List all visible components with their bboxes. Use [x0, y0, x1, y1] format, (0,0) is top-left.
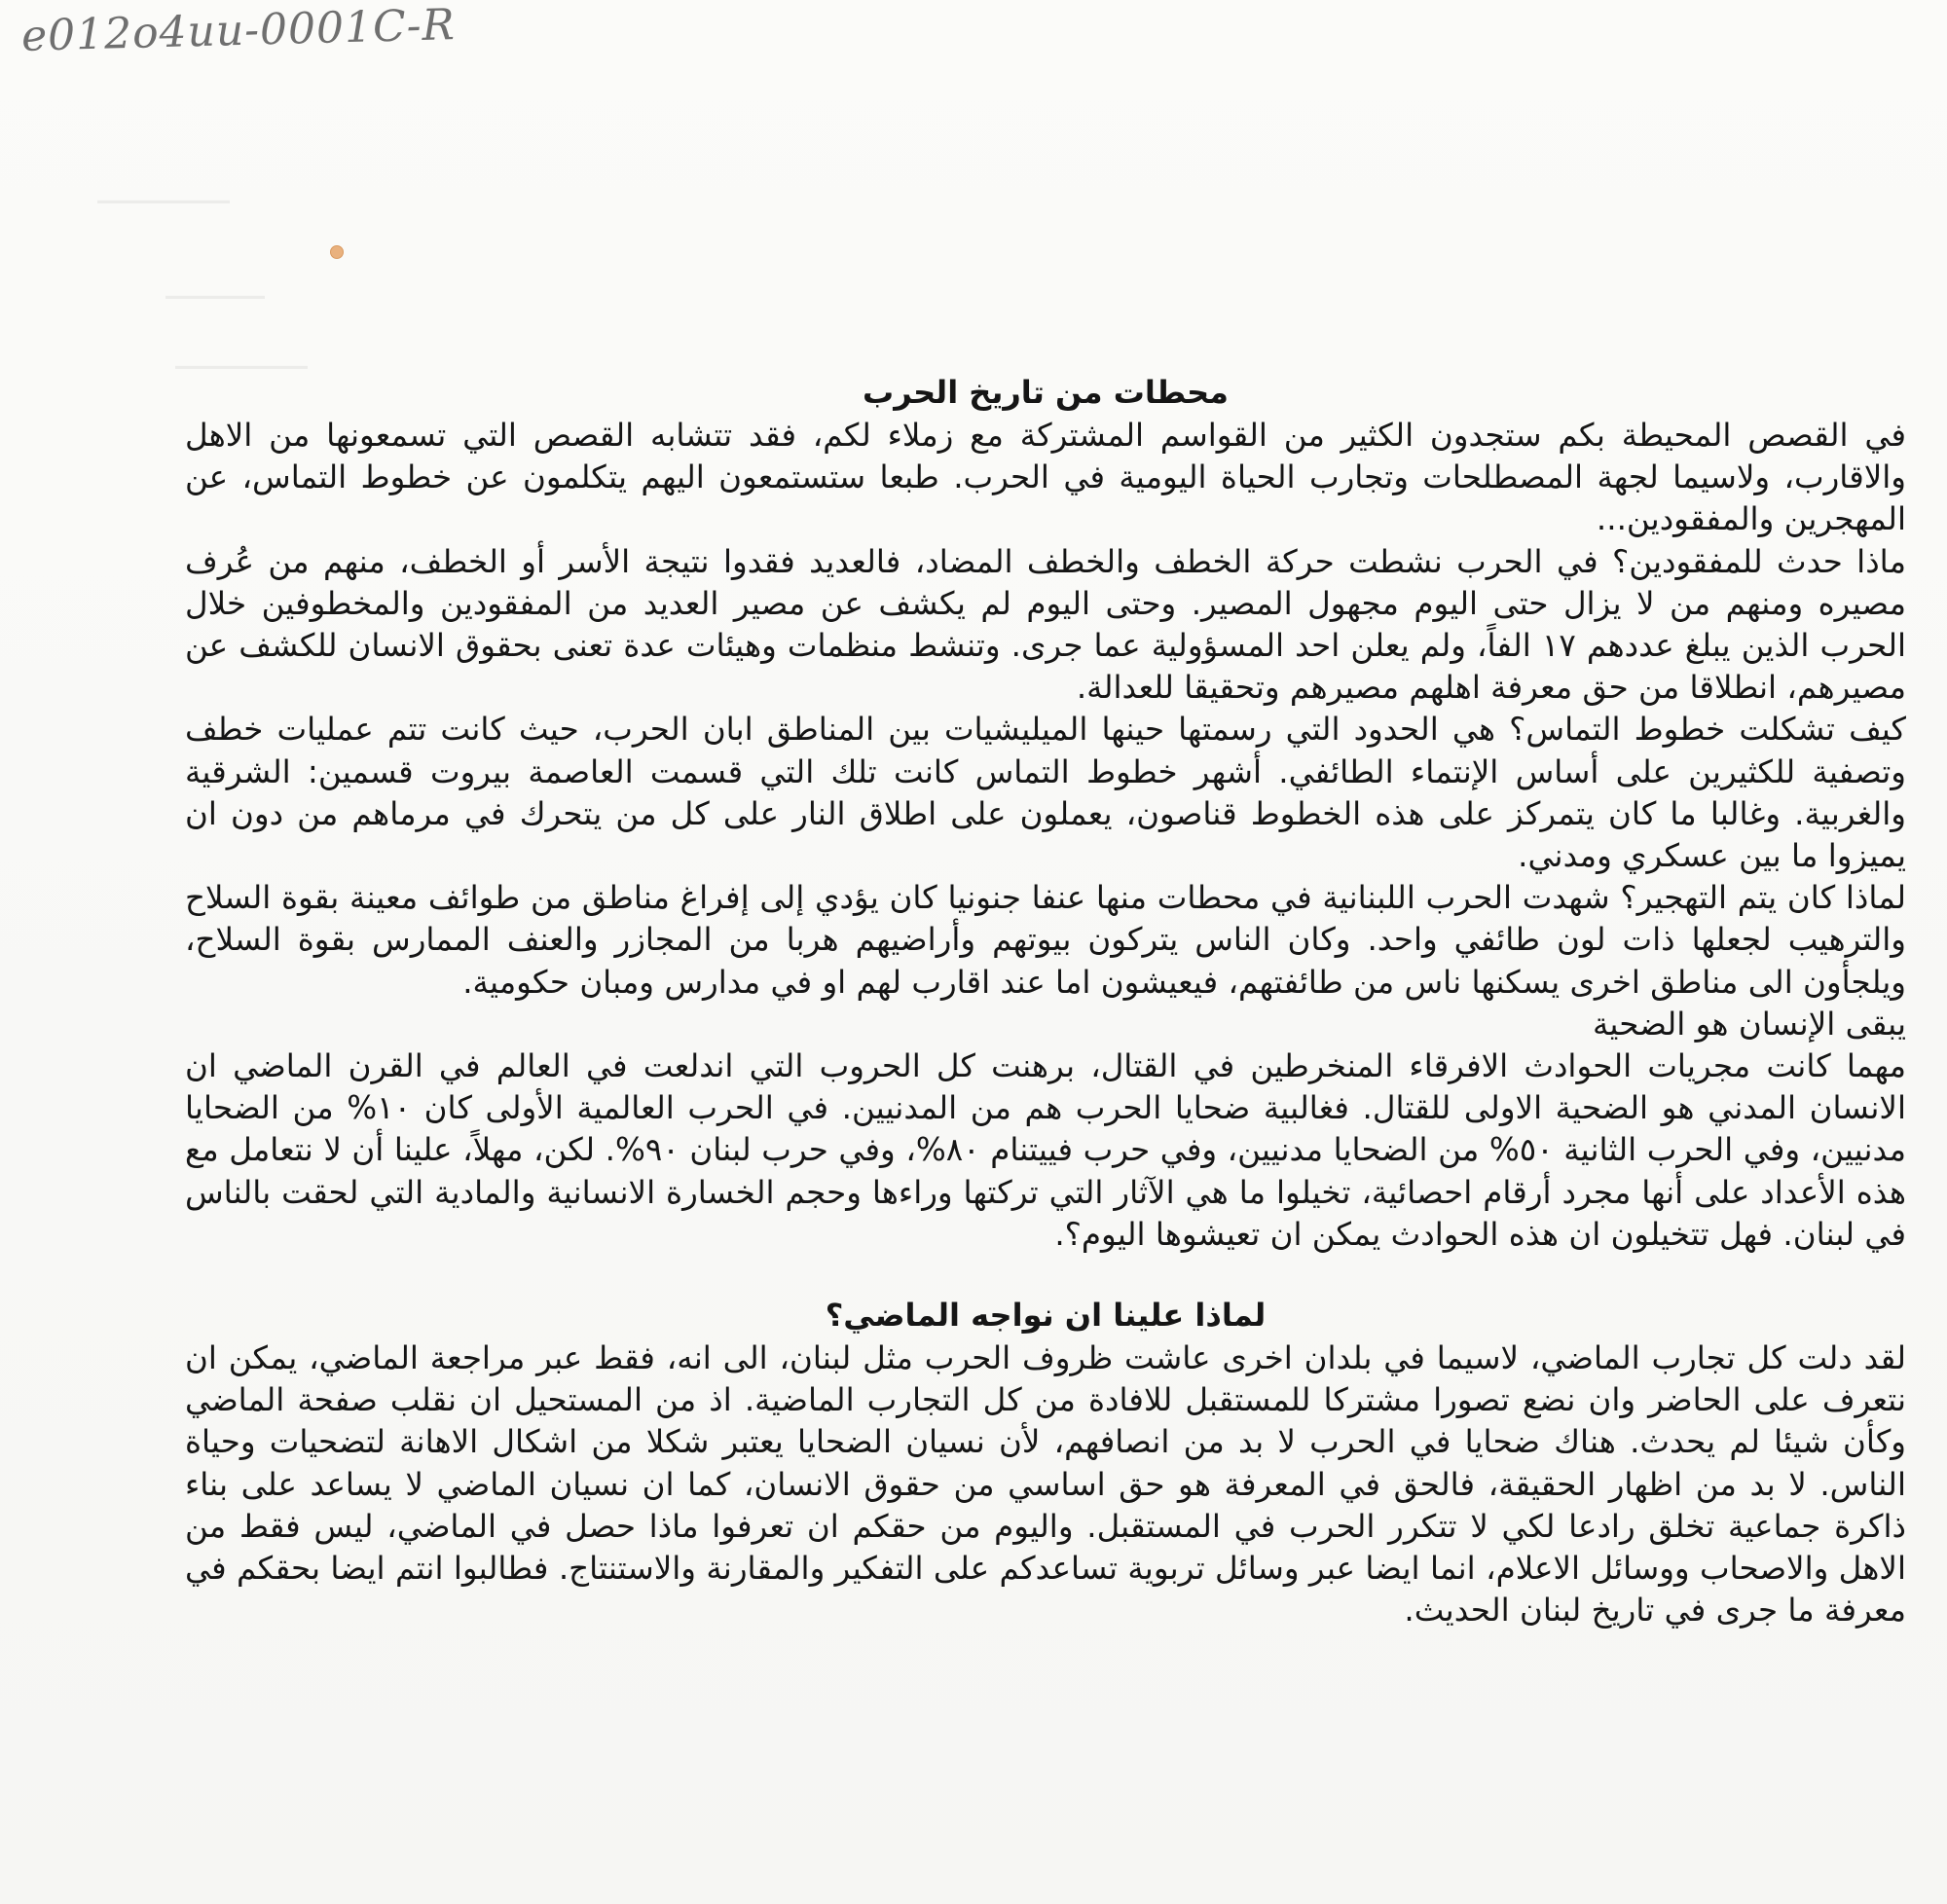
paragraph: لماذا كان يتم التهجير؟ شهدت الحرب اللبنانية في محطات منها عنفا جنونيا كان يؤدي إلى إفراغ مناطق من طوائف معينة بقوة السلاح والترهيب لجعلها ذات لون طائفي واحد. وكان الناس يتركون بيوتهم وأراضيهم هربا من المجازر والعنف الممارس بقوة السلاح، ويلجأون الى مناطق اخرى يسكنها ناس من طائفتهم، فيعيشون اما عند اقارب لهم او في مدارس ومبان حكومية.	[185, 879, 1906, 1001]
paragraph: مهما كانت مجريات الحوادث الافرقاء المنخرطين في القتال، برهنت كل الحروب التي اندلعت في العالم في القرن الماضي ان الانسان المدني هو الضحية الاولى للقتال. فغالبية ضحايا الحرب هم من المدنيين. في الحرب العالمية الأولى كان ١٠% من الضحايا مدنيين، وفي الحرب الثانية ٥٠% من الضحايا مدنيين، وفي حرب فييتنام ٨٠%، وفي حرب لبنان ٩٠%. لكن، مهلاً، علينا أن لا نتعامل مع هذه الأعداد على أنها مجرد أرقام احصائية، تخيلوا ما هي الآثار التي تركتها وراءها وحجم الخسارة الانسانية والمادية التي لحقت بالناس في لبنان. فهل تتخيلون ان هذه الحوادث يمكن ان تعيشوها اليوم؟.	[185, 1047, 1907, 1253]
subheading: يبقى الإنسان هو الضحية	[1592, 1005, 1906, 1043]
document-body	[185, 370, 1906, 1631]
paragraph: ماذا حدث للمفقودين؟ في الحرب نشطت حركة الخطف والخطف المضاد، فالعديد فقدوا نتيجة الأسر أو الخطف، منهم من عُرف مصيره ومنهم من لا يزال حتى اليوم مجهول المصير. وحتى اليوم لم يكشف عن مصير العديد من المفقودين والمخطوفين خلال الحرب الذين يبلغ عددهم ١٧ الفاً، ولم يعلن احد المسؤولية عما جرى. وتنشط منظمات وهيئات عدة تعنى بحقوق الانسان للكشف عن مصيرهم، انطلاقا من حق معرفة اهلهم مصيرهم وتحقيقا للعدالة.	[185, 542, 1906, 707]
stain-dot	[330, 245, 344, 259]
handwritten-annotation: e012o4uu-0001C-R	[20, 0, 457, 61]
paragraph: كيف تشكلت خطوط التماس؟ هي الحدود التي رسمتها حينها الميليشيات بين المناطق ابان الحرب، حيث كانت تتم عمليات خطف وتصفية للكثيرين على أساس الإنتماء الطائفي. أشهر خطوط التماس كانت تلك التي قسمت العاصمة بيروت قسمين: الشرقية والغربية. وغالبا ما كان يتمركز على هذه الخطوط قناصون، يعملون على اطلاق النار على كل من يتحرك في مرماهم من دون ان يميزوا ما بين عسكري ومدني.	[185, 711, 1906, 875]
section-title: محطات من تاريخ الحرب	[863, 374, 1229, 411]
paragraph: في القصص المحيطة بكم ستجدون الكثير من القواسم المشتركة مع زملاء لكم، فقد تتشابه القصص التي تسمعونها من الاهل والاقارب، ولاسيما لجهة المصطلحات وتجارب الحياة اليومية في الحرب. طبعا ستستمعون اليهم يتكلمون عن خطوط التماس، عن المهجرين والمفقودين...	[185, 417, 1906, 538]
bleed-through-text: ________	[175, 331, 308, 370]
section-spacer	[185, 1256, 1906, 1293]
paragraph: لقد دلت كل تجارب الماضي، لاسيما في بلدان اخرى عاشت ظروف الحرب مثل لبنان، الى انه، فقط عبر مراجعة الماضي، يمكن ان نتعرف على الحاضر وان نضع تصورا مشتركا للمستقبل للافادة من كل التجارب الماضية. اذ من المستحيل ان نقلب صفحة الماضي وكأن شيئا لم يحدث. هناك ضحايا في الحرب لا بد من انصافهم، لأن نسيان الضحايا يعتبر شكلا من اشكال الاهانة لتضحيات وحياة الناس. لا بد من اظهار الحقيقة، فالحق في المعرفة هو حق اساسي من حقوق الانسان، كما ان نسيان الماضي لا يساعد على بناء ذاكرة جماعية تخلق رادعا لكي لا تتكرر الحرب في المستقبل. واليوم من حقكم ان تعرفوا ماذا حصل في الماضي، ليس فقط من الاهل والاصحاب ووسائل الاعلام، انما ايضا عبر وسائل تربوية تساعدكم على التفكير والمقارنة والاستنتاج. فطالبوا انتم ايضا بحقكم في معرفة ما جرى في تاريخ لبنان الحديث.	[185, 1339, 1906, 1629]
bleed-through-text: ______	[165, 261, 265, 300]
bleed-through-text: ________	[97, 165, 230, 204]
section-title: لماذا علينا ان نواجه الماضي؟	[825, 1297, 1267, 1335]
